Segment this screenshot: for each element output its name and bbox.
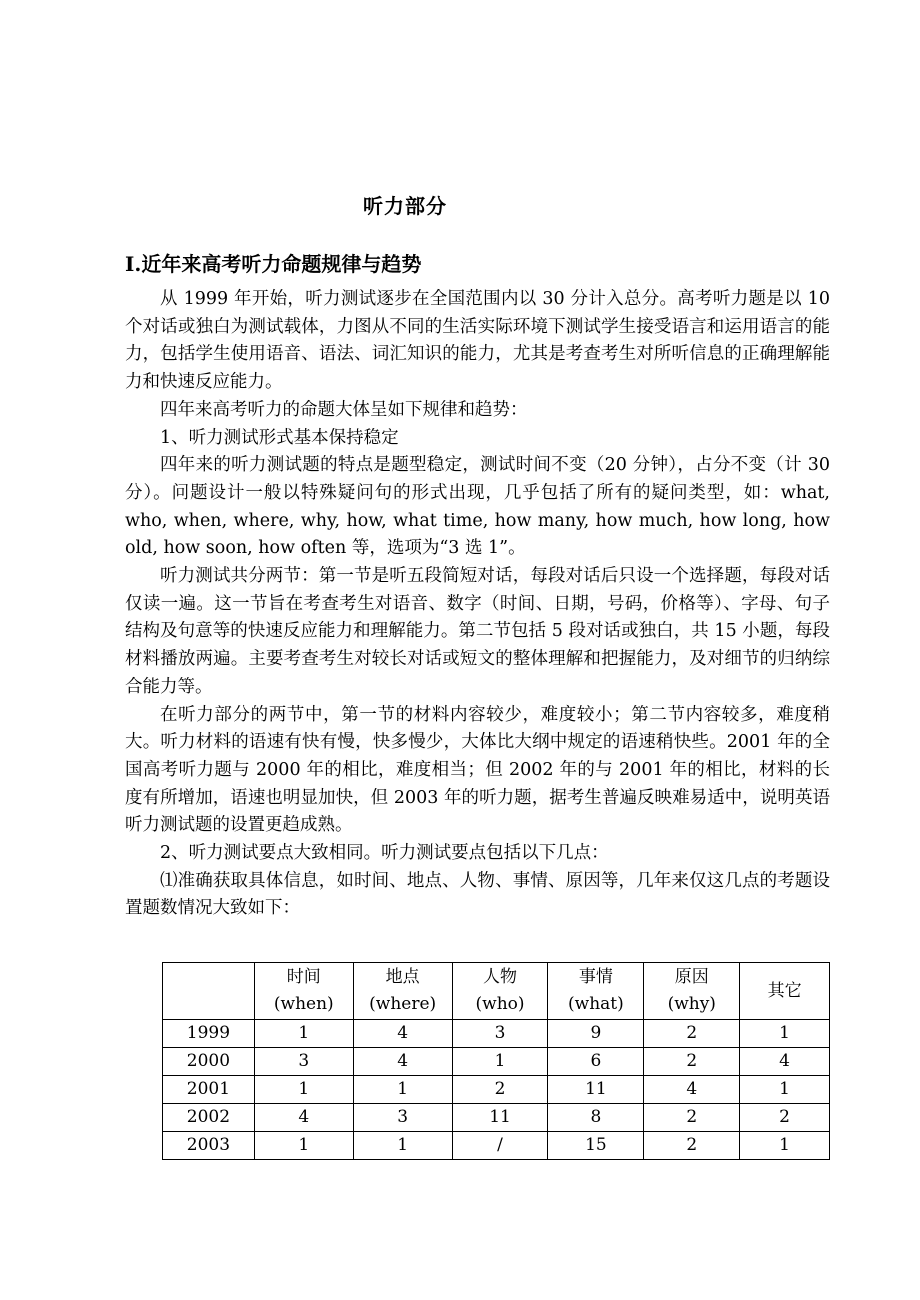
table-cell: 1 bbox=[254, 1020, 353, 1048]
table-cell: / bbox=[452, 1132, 548, 1160]
paragraph: 听力测试共分两节：第一节是听五段简短对话，每段对话后只设一个选择题，每段对话仅读一遍。这一节旨在考查考生对语音、数字（时间、日期，号码，价格等）、字母、句子结构及句意等的快速反应能力和理解能力。第二节包括 5 段对话或独白，共 15 小题，每段材料播放两遍。主要考查考生对较长对话或短文的整体理解和把握能力，及对细节的归纳综合能力等。 bbox=[125, 566, 830, 697]
table-cell: 1 bbox=[353, 1132, 452, 1160]
table-cell: 4 bbox=[353, 1048, 452, 1076]
table-cell: 3 bbox=[353, 1104, 452, 1132]
table-row bbox=[163, 1104, 830, 1132]
table-year-cell: 2003 bbox=[163, 1132, 255, 1160]
table-cell: 2 bbox=[644, 1104, 740, 1132]
paragraph: 1、听力测试形式基本保持稳定 bbox=[160, 427, 399, 448]
paragraph: 2、听力测试要点大致相同。听力测试要点包括以下几点： bbox=[160, 843, 609, 864]
table-row bbox=[163, 1076, 830, 1104]
body-text bbox=[125, 286, 830, 923]
table-year-cell: 2002 bbox=[163, 1104, 255, 1132]
table-cell: 4 bbox=[254, 1104, 353, 1132]
table-row bbox=[163, 1132, 830, 1160]
table-cell: 1 bbox=[254, 1076, 353, 1104]
table-cell: 1 bbox=[254, 1132, 353, 1160]
paragraph: 在听力部分的两节中，第一节的材料内容较少，难度较小；第二节内容较多，难度稍大。听力材料的语速有快有慢，快多慢少，大体比大纲中规定的语速稍快些。2001 年的全国高考听力题与 2000 年的相比，难度相当；但 2002 年的与 2001 年的相比，材料的长度有所增加，语速也明显加快，但 2003 年的听力题，据考生普遍反映难易适中，说明英语听力测试题的设置更趋成熟。 bbox=[125, 704, 830, 836]
question-count-table bbox=[162, 962, 830, 1160]
table-cell: 2 bbox=[644, 1020, 740, 1048]
table-header-cell: 人物 (who) bbox=[452, 963, 548, 1020]
table-cell: 4 bbox=[353, 1020, 452, 1048]
table-cell: 1 bbox=[740, 1020, 830, 1048]
table-cell: 2 bbox=[644, 1132, 740, 1160]
table-cell: 6 bbox=[548, 1048, 644, 1076]
table-cell: 2 bbox=[644, 1048, 740, 1076]
table-cell: 4 bbox=[644, 1076, 740, 1104]
table-cell: 1 bbox=[353, 1076, 452, 1104]
section-heading: I.近年来高考听力命题规律与趋势 bbox=[125, 252, 422, 276]
table-cell: 15 bbox=[548, 1132, 644, 1160]
table-row bbox=[163, 1020, 830, 1048]
paragraph: 四年来的听力测试题的特点是题型稳定，测试时间不变（20 分钟），占分不变（计 30 分）。问题设计一般以特殊疑问句的形式出现，几乎包括了所有的疑问类型，如：what, who, when, where, why, how, what time, how many, how much, how long, how old, how soon, how often 等，选项为“3 选 1”。 bbox=[125, 455, 830, 559]
table-cell: 4 bbox=[740, 1048, 830, 1076]
paragraph: ⑴准确获取具体信息，如时间、地点、人物、事情、原因等，几年来仅这几点的考题设置题数情况大致如下： bbox=[125, 870, 830, 919]
table-cell: 2 bbox=[452, 1076, 548, 1104]
table-header-cell: 其它 bbox=[740, 963, 830, 1020]
table-cell: 1 bbox=[740, 1076, 830, 1104]
table-header-row bbox=[163, 963, 830, 1020]
table-cell: 1 bbox=[740, 1132, 830, 1160]
table-year-cell: 2001 bbox=[163, 1076, 255, 1104]
table-cell: 11 bbox=[452, 1104, 548, 1132]
table-cell: 9 bbox=[548, 1020, 644, 1048]
table-year-cell: 1999 bbox=[163, 1020, 255, 1048]
table-cell: 11 bbox=[548, 1076, 644, 1104]
table-cell: 3 bbox=[452, 1020, 548, 1048]
table-cell: 8 bbox=[548, 1104, 644, 1132]
table-header-cell: 时间 (when) bbox=[254, 963, 353, 1020]
table-header-cell: 事情 (what) bbox=[548, 963, 644, 1020]
table-cell: 3 bbox=[254, 1048, 353, 1076]
page-title: 听力部分 bbox=[363, 194, 447, 218]
table-cell: 1 bbox=[452, 1048, 548, 1076]
table-header-cell: 地点 (where) bbox=[353, 963, 452, 1020]
paragraph: 四年来高考听力的命题大体呈如下规律和趋势： bbox=[160, 399, 528, 420]
table-header-cell: 原因 (why) bbox=[644, 963, 740, 1020]
table-body bbox=[163, 1020, 830, 1160]
table-header-cell bbox=[163, 963, 255, 1020]
table-cell: 2 bbox=[740, 1104, 830, 1132]
table-row bbox=[163, 1048, 830, 1076]
table-year-cell: 2000 bbox=[163, 1048, 255, 1076]
paragraph: 从 1999 年开始，听力测试逐步在全国范围内以 30 分计入总分。高考听力题是以 10 个对话或独白为测试载体，力图从不同的生活实际环境下测试学生接受语言和运用语言的能力，包括学生使用语音、语法、词汇知识的能力，尤其是考查考生对所听信息的正确理解能力和快速反应能力。 bbox=[125, 289, 830, 393]
